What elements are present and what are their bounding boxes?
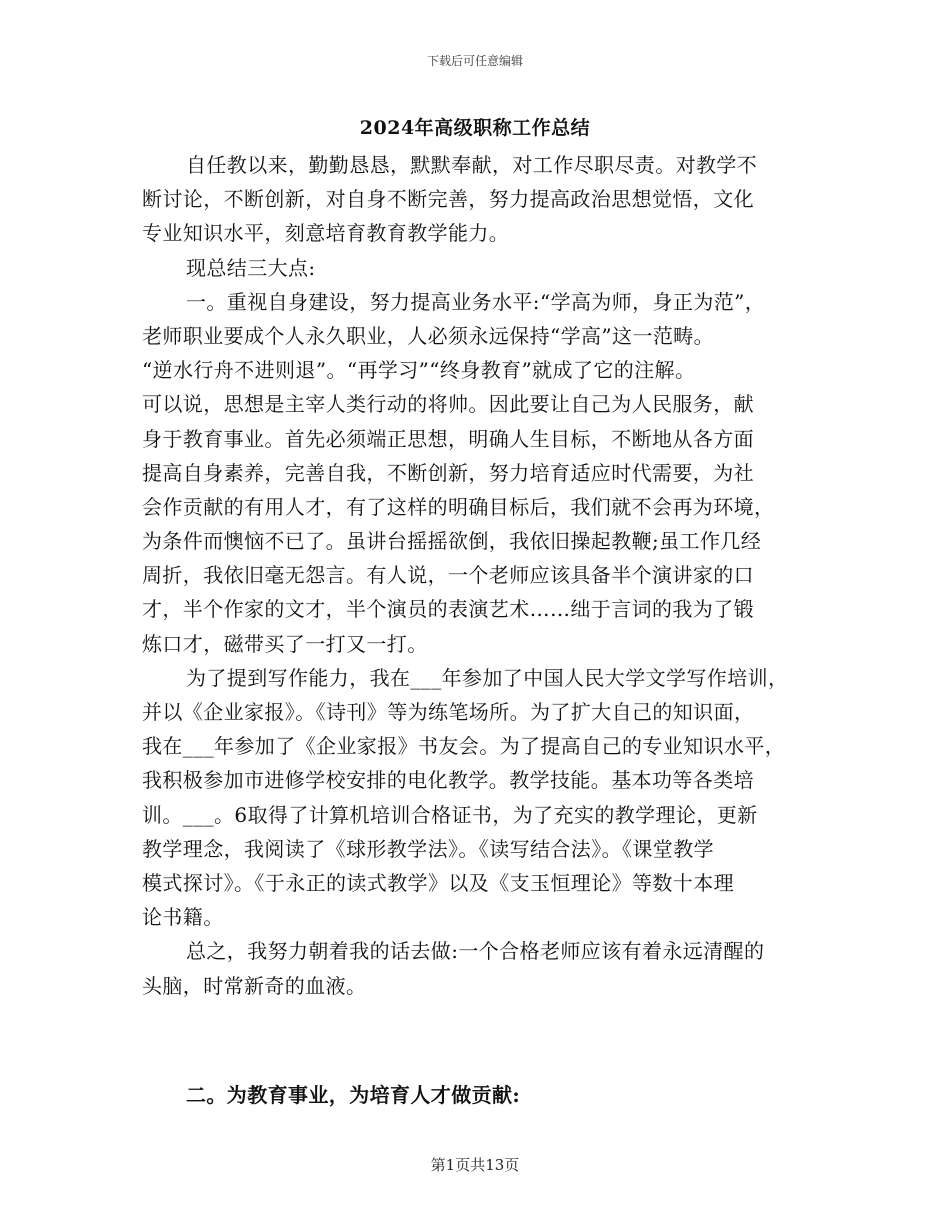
paragraph-line: 为条件而懊恼不已了。虽讲台摇摇欲倒，我依旧操起教鞭;虽工作几经 — [142, 529, 762, 554]
paragraph-line: 总之，我努力朝着我的话去做:一个合格老师应该有着永远清醒的 — [186, 939, 765, 964]
paragraph-line: 可以说，思想是主宰人类行动的将帅。因此要让自己为人民服务，献 — [142, 392, 754, 417]
paragraph-line: 才，半个作家的文才，半个演员的表演艺术……绌于言词的我为了锻 — [142, 597, 754, 622]
document-body — [142, 148, 822, 1003]
paragraph-line: 一。重视自身建设，努力提高业务水平:“学高为师，身正为范”， — [186, 289, 766, 314]
paragraph-line: 周折，我依旧毫无怨言。有人说，一个老师应该具备半个演讲家的口 — [142, 563, 754, 588]
paragraph-line: 现总结三大点: — [186, 255, 316, 280]
paragraph-line: 断讨论，不断创新，对自身不断完善，努力提高政治思想觉悟，文化 — [142, 187, 754, 212]
paragraph-line: 论书籍。 — [142, 905, 224, 930]
paragraph-line: “逆水行舟不进则退”。“再学习”“终身教育”就成了它的注解。 — [142, 358, 696, 383]
paragraph-line: 炼口才，磁带买了一打又一打。 — [142, 631, 428, 656]
document-title: 2024年高级职称工作总结 — [359, 117, 591, 139]
page-number-footer: 第1页共13页 — [430, 1156, 520, 1174]
paragraph-line: 专业知识水平，刻意培育教育教学能力。 — [142, 221, 510, 246]
paragraph-line: 会作贡献的有用人才，有了这样的明确目标后，我们就不会再为环境， — [142, 494, 775, 519]
paragraph-line: 教学理念，我阅读了《球形教学法》。《读写结合法》。《课堂教学 — [142, 836, 714, 861]
paragraph-line: 我在___年参加了《企业家报》书友会。为了提高自己的专业知识水平， — [142, 734, 786, 759]
paragraph-line: 为了提到写作能力，我在___年参加了中国人民大学文学写作培训， — [186, 665, 789, 690]
section-two-heading: 二。为教育事业，为培育人才做贡献: — [186, 1083, 521, 1107]
paragraph-line: 身于教育事业。首先必须端正思想，明确人生目标，不断地从各方面 — [142, 426, 754, 451]
paragraph-line: 老师职业要成个人永久职业，人必须永远保持“学高”这一范畴。 — [142, 323, 715, 348]
paragraph-line: 自任教以来，勤勤恳恳，默默奉献，对工作尽职尽责。对教学不 — [186, 153, 758, 177]
paragraph-line: 模式探讨》。《于永正的读式教学》以及《支玉恒理论》等数十本理 — [142, 870, 734, 895]
paragraph-line: 提高自身素养，完善自我，不断创新，努力培育适应时代需要，为社 — [142, 460, 754, 485]
page-header-note: 下载后可任意编辑 — [426, 54, 523, 68]
paragraph-line: 我积极参加市进修学校安排的电化教学。教学技能。基本功等各类培 — [142, 768, 754, 793]
paragraph-line: 头脑，时常新奇的血液。 — [142, 973, 367, 998]
paragraph-line: 训。___。6取得了计算机培训合格证书，为了充实的教学理论，更新 — [142, 802, 758, 827]
paragraph-line: 并以《企业家报》。《诗刊》等为练笔场所。为了扩大自己的知识面， — [142, 700, 755, 724]
